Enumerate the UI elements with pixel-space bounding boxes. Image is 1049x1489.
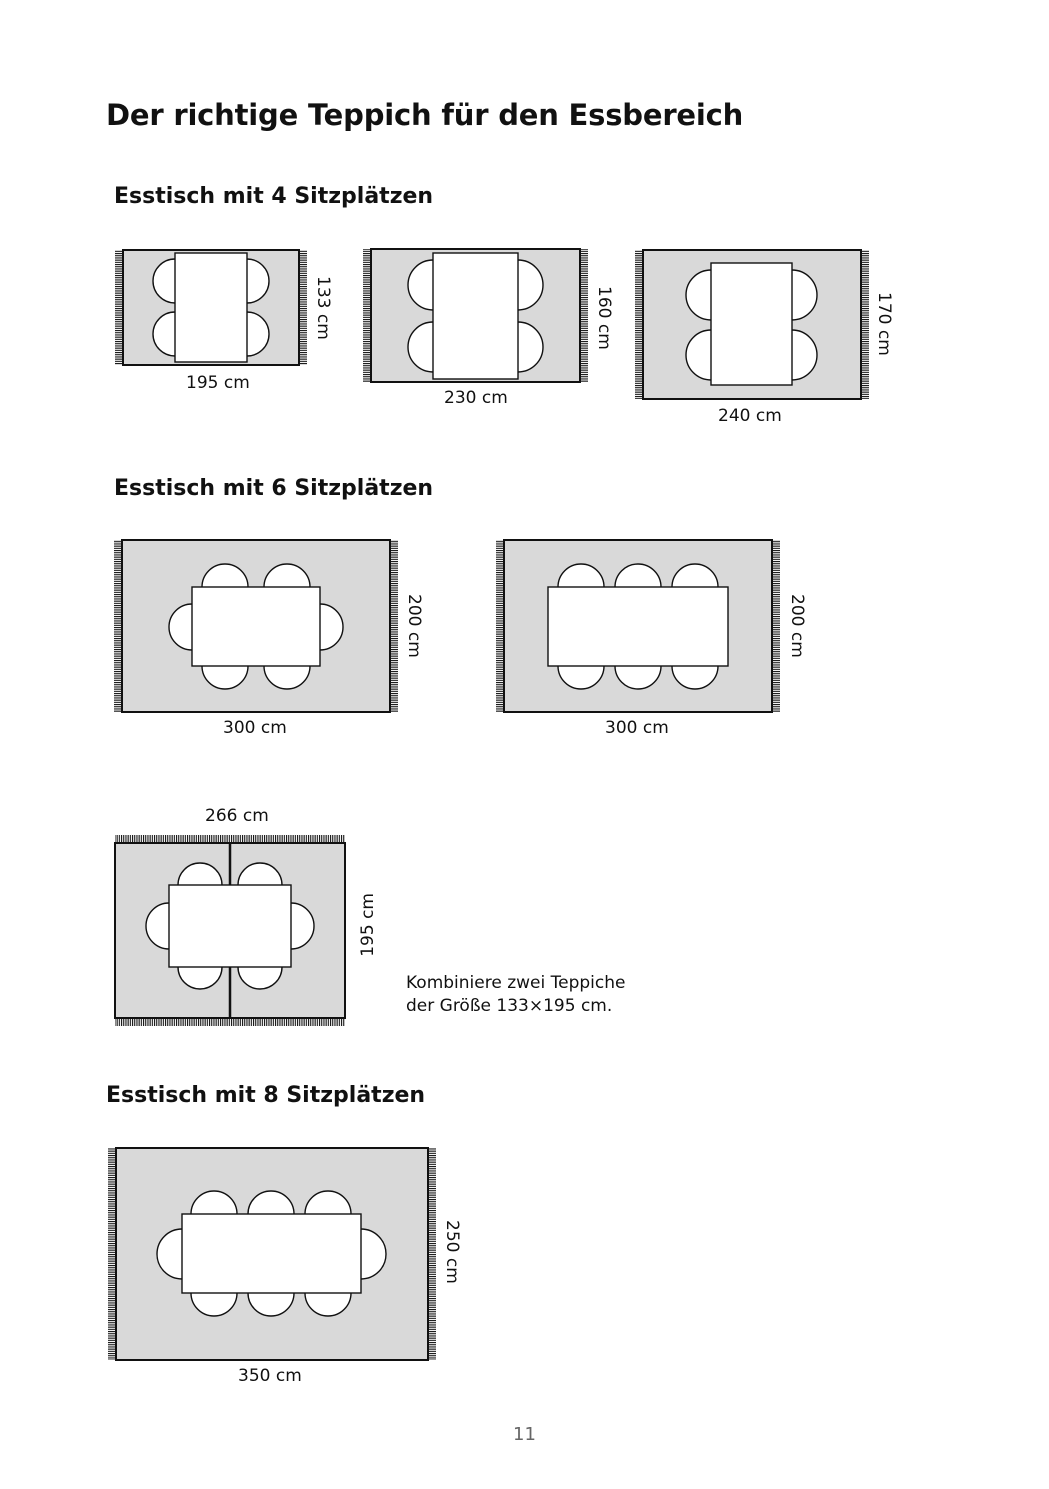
rug-4-fringe-right (390, 540, 398, 712)
rug-6-right-fringe-top (230, 835, 345, 843)
rug-7-width-label: 350 cm (238, 1366, 302, 1386)
page-title: Der richtige Teppich für den Essbereich (106, 98, 744, 132)
rug-3-table (711, 263, 792, 385)
rug-6-depth-label: 195 cm (358, 893, 378, 957)
rug-7-table (182, 1214, 361, 1293)
rug-5-table (548, 587, 728, 666)
rug-1-fringe-left (115, 250, 123, 365)
rug-3-fringe-right (861, 250, 869, 399)
rug-4-table (192, 587, 320, 666)
rug-1-table (175, 253, 247, 362)
rug-3-width-label: 240 cm (718, 406, 782, 426)
rug-2-fringe-left (363, 249, 371, 382)
rug-6-table (169, 885, 291, 967)
rug-2-fringe-right (580, 249, 588, 382)
rug-4-fringe-left (114, 540, 122, 712)
rug-5-width-label: 300 cm (605, 718, 669, 738)
rug-2-table (433, 253, 518, 379)
rug-7-fringe-left (108, 1148, 116, 1360)
rug-6-left-fringe-top (115, 835, 230, 843)
rug-2-width-label: 230 cm (444, 388, 508, 408)
rug-7-fringe-right (428, 1148, 436, 1360)
rug-1-width-label: 195 cm (186, 373, 250, 393)
rug-5-fringe-left (496, 540, 504, 712)
rug-7-depth-label: 250 cm (442, 1220, 462, 1284)
section-heading-6-seats: Esstisch mit 6 Sitzplätzen (114, 476, 434, 501)
rug-4-width-label: 300 cm (223, 718, 287, 738)
section-heading-4-seats: Esstisch mit 4 Sitzplätzen (114, 184, 434, 209)
combination-note (406, 972, 625, 1018)
rug-2-depth-label: 160 cm (594, 286, 614, 350)
rug-5-depth-label: 200 cm (787, 594, 807, 658)
rug-6-width-label: 266 cm (205, 806, 269, 826)
page-number: 11 (513, 1424, 536, 1445)
rug-1-fringe-right (299, 250, 307, 365)
note-line-1: Kombiniere zwei Teppiche (406, 973, 626, 993)
rug-6-left-fringe-bottom (115, 1018, 230, 1026)
rug-6-right-fringe-bottom (230, 1018, 345, 1026)
rug-1-depth-label: 133 cm (313, 276, 333, 340)
rug-3-depth-label: 170 cm (874, 292, 894, 356)
section-heading-8-seats: Esstisch mit 8 Sitzplätzen (106, 1083, 426, 1108)
rug-4-depth-label: 200 cm (404, 594, 424, 658)
rug-3-fringe-left (635, 250, 643, 399)
rug-5-fringe-right (772, 540, 780, 712)
note-line-2: der Größe 133×195 cm. (406, 996, 613, 1016)
